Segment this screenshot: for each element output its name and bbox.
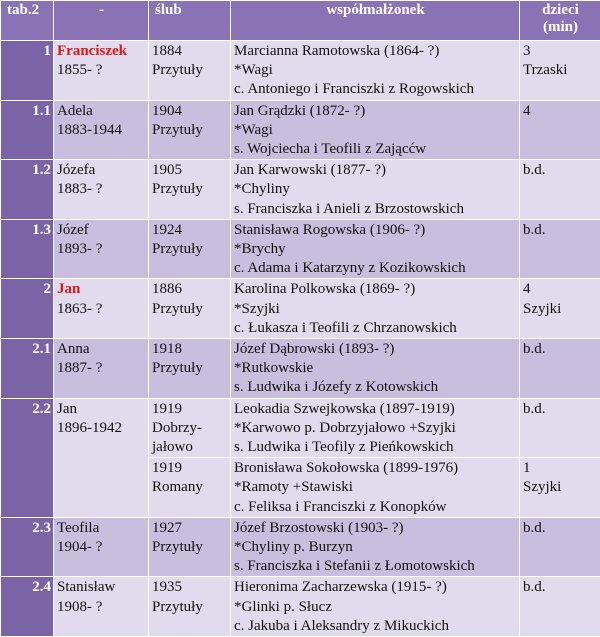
row-number: 1.3 — [1, 219, 54, 279]
children-cell — [520, 398, 600, 458]
children-line: 1 — [523, 459, 598, 478]
marriage-line: Dobrzy- — [152, 419, 228, 438]
person-years: 1883- ? — [57, 180, 146, 199]
spouse-cell — [231, 160, 520, 220]
children-line: 3 — [523, 42, 598, 61]
marriage-line: Przytuły — [152, 598, 228, 617]
row-number: 2.3 — [1, 517, 54, 577]
spouse-line: *Brychy — [234, 240, 517, 259]
marriage-line: Przytuły — [152, 121, 228, 140]
spouse-line: Jan Grądzki (1872- ?) — [234, 102, 517, 121]
children-line: b.d. — [523, 400, 598, 419]
spouse-cell — [231, 398, 520, 458]
spouse-cell — [231, 279, 520, 339]
marriage-line: Przytuły — [152, 300, 228, 319]
spouse-line: *Rutkowskie — [234, 359, 517, 378]
spouse-line: s. Ludwika i Teofily z Pieńkowskich — [234, 438, 517, 457]
marriage-line: 1904 — [152, 102, 228, 121]
children-cell — [520, 577, 600, 637]
marriage-line: Przytuły — [152, 240, 228, 259]
table-row — [1, 219, 600, 279]
marriage-cell — [149, 339, 231, 399]
table-row — [1, 577, 600, 637]
marriage-line: 1918 — [152, 340, 228, 359]
person-years: 1896-1942 — [57, 419, 146, 438]
children-cell — [520, 517, 600, 577]
spouse-line: c. Feliksa i Franciszki z Konopków — [234, 498, 517, 517]
person-years: 1855- ? — [57, 61, 146, 80]
row-number: 2.4 — [1, 577, 54, 637]
person-years: 1863- ? — [57, 300, 146, 319]
children-cell — [520, 100, 600, 160]
spouse-cell — [231, 577, 520, 637]
marriage-line: Przytuły — [152, 538, 228, 557]
children-line: b.d. — [523, 340, 598, 359]
person-cell — [54, 398, 149, 517]
spouse-line: Jan Karwowski (1877- ?) — [234, 161, 517, 180]
spouse-line: *Ramoty +Stawiski — [234, 478, 517, 497]
marriage-line: 1886 — [152, 280, 228, 299]
spouse-line: *Glinki p. Słucz — [234, 598, 517, 617]
table-row — [1, 517, 600, 577]
spouse-cell — [231, 458, 520, 518]
person-years: 1904- ? — [57, 538, 146, 557]
children-cell — [520, 339, 600, 399]
table-body — [1, 41, 600, 637]
marriage-line: Przytuły — [152, 180, 228, 199]
marriage-cell — [149, 41, 231, 101]
spouse-line: Marcianna Ramotowska (1864- ?) — [234, 42, 517, 61]
spouse-cell — [231, 100, 520, 160]
person-years: 1887- ? — [57, 359, 146, 378]
children-cell — [520, 41, 600, 101]
header-row — [1, 1, 600, 41]
spouse-line: Józef Dąbrowski (1893- ?) — [234, 340, 517, 359]
spouse-line: c. Adama i Katarzyny z Kozikowskich — [234, 259, 517, 278]
children-cell — [520, 279, 600, 339]
row-number: 1.1 — [1, 100, 54, 160]
children-cell — [520, 458, 600, 518]
marriage-line: Przytuły — [152, 359, 228, 378]
person-name: Franciszek — [57, 42, 146, 61]
person-cell — [54, 100, 149, 160]
header-name: - — [54, 1, 149, 41]
spouse-line: *Szyjki — [234, 300, 517, 319]
spouse-line: Bronisława Sokołowska (1899-1976) — [234, 459, 517, 478]
header-spouse: współmałżonek — [231, 1, 520, 41]
person-cell — [54, 577, 149, 637]
person-name: Jan — [57, 400, 146, 419]
person-cell — [54, 517, 149, 577]
person-cell — [54, 160, 149, 220]
row-number: 1.2 — [1, 160, 54, 220]
marriage-cell — [149, 517, 231, 577]
person-cell — [54, 219, 149, 279]
children-line: Szyjki — [523, 478, 598, 497]
table-row — [1, 339, 600, 399]
spouse-line: *Chyliny p. Burzyn — [234, 538, 517, 557]
spouse-line: s. Franciszka i Anieli z Brzostowskich — [234, 200, 517, 219]
person-name: Teofila — [57, 519, 146, 538]
person-cell — [54, 339, 149, 399]
marriage-line: Przytuły — [152, 61, 228, 80]
spouse-line: s. Franciszka i Stefanii z Łomotowskich — [234, 557, 517, 576]
person-name: Józef — [57, 221, 146, 240]
marriage-line: 1927 — [152, 519, 228, 538]
children-cell — [520, 219, 600, 279]
spouse-line: *Wagi — [234, 121, 517, 140]
marriage-line: 1919 — [152, 459, 228, 478]
person-years: 1883-1944 — [57, 121, 146, 140]
spouse-line: Józef Brzostowski (1903- ?) — [234, 519, 517, 538]
table-row — [1, 160, 600, 220]
spouse-line: *Wagi — [234, 61, 517, 80]
spouse-line: c. Jakuba i Aleksandry z Mikuckich — [234, 617, 517, 636]
spouse-line: Hieronima Zacharzewska (1915- ?) — [234, 578, 517, 597]
marriage-cell — [149, 577, 231, 637]
table-row — [1, 41, 600, 101]
marriage-cell — [149, 160, 231, 220]
person-years: 1893- ? — [57, 240, 146, 259]
spouse-line: s. Ludwika i Józefy z Kotowskich — [234, 378, 517, 397]
spouse-line: Karolina Polkowska (1869- ?) — [234, 280, 517, 299]
marriage-line: 1905 — [152, 161, 228, 180]
table-row — [1, 398, 600, 458]
spouse-line: s. Wojciecha i Teofili z Zającćw — [234, 140, 517, 159]
header-children — [520, 1, 600, 41]
row-number: 2.1 — [1, 339, 54, 399]
person-cell — [54, 41, 149, 101]
marriage-cell — [149, 279, 231, 339]
children-line: b.d. — [523, 578, 598, 597]
person-name: Adela — [57, 102, 146, 121]
header-tab: tab.2 — [1, 1, 54, 41]
person-name: Józefa — [57, 161, 146, 180]
spouse-line: Stanisława Rogowska (1906- ?) — [234, 221, 517, 240]
row-number: 2.2 — [1, 398, 54, 517]
table-row — [1, 279, 600, 339]
marriage-cell — [149, 398, 231, 458]
marriage-cell — [149, 458, 231, 518]
marriage-line: 1935 — [152, 578, 228, 597]
marriage-line: 1884 — [152, 42, 228, 61]
table-row — [1, 100, 600, 160]
children-line: Szyjki — [523, 300, 598, 319]
spouse-line: *Chyliny — [234, 180, 517, 199]
spouse-line: c. Antoniego i Franciszki z Rogowskich — [234, 80, 517, 99]
person-name: Anna — [57, 340, 146, 359]
children-line: b.d. — [523, 221, 598, 240]
spouse-line: *Karwowo p. Dobrzyjałowo +Szyjki — [234, 419, 517, 438]
spouse-cell — [231, 517, 520, 577]
person-years: 1908- ? — [57, 598, 146, 617]
children-line: Trzaski — [523, 61, 598, 80]
row-number: 1 — [1, 41, 54, 101]
person-cell — [54, 279, 149, 339]
spouse-line: Leokadia Szwejkowska (1897-1919) — [234, 400, 517, 419]
marriage-line: jałowo — [152, 438, 228, 457]
header-children-line2: (min) — [523, 19, 598, 36]
header-children-line1: dzieci — [523, 2, 598, 19]
spouse-line: c. Łukasza i Teofili z Chrzanowskich — [234, 319, 517, 338]
marriage-line: Romany — [152, 478, 228, 497]
marriage-line: 1924 — [152, 221, 228, 240]
header-slub: ślub — [149, 1, 231, 41]
spouse-cell — [231, 339, 520, 399]
children-line: b.d. — [523, 161, 598, 180]
marriage-cell — [149, 100, 231, 160]
row-number: 2 — [1, 279, 54, 339]
marriage-line: 1919 — [152, 400, 228, 419]
children-cell — [520, 160, 600, 220]
marriage-cell — [149, 219, 231, 279]
spouse-cell — [231, 41, 520, 101]
person-name: Stanisław — [57, 578, 146, 597]
person-name: Jan — [57, 280, 146, 299]
children-line: b.d. — [523, 519, 598, 538]
children-line: 4 — [523, 280, 598, 299]
spouse-cell — [231, 219, 520, 279]
children-line: 4 — [523, 102, 598, 121]
